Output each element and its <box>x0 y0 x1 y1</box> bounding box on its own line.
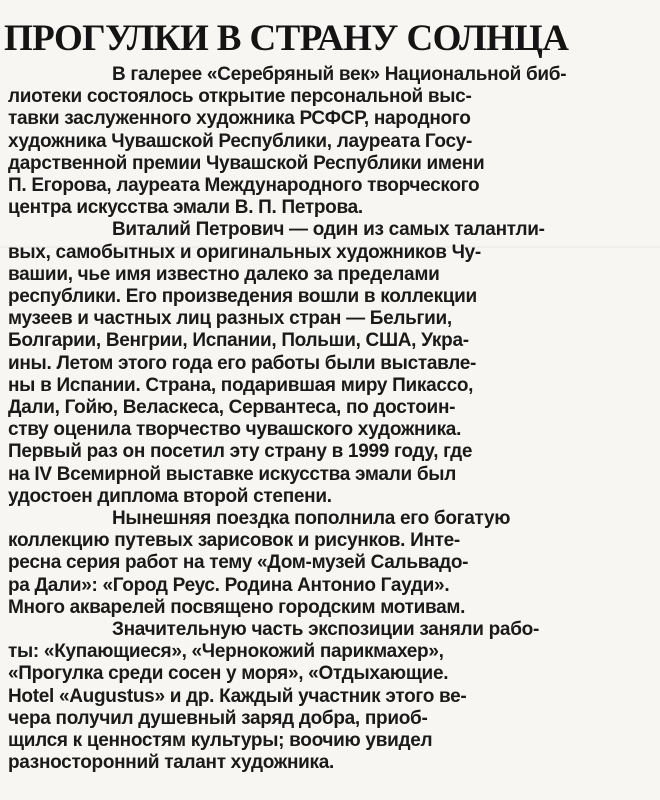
text-line: ны в Испании. Страна, подарившая миру Пикассо, <box>8 374 474 396</box>
text-line: П. Егорова, лауреата Международного творческого <box>8 175 480 197</box>
text-line: Виталий Петрович — один из самых талантли- <box>112 219 545 241</box>
article-paragraph-3 <box>8 508 652 619</box>
text-line: тавки заслуженного художника РСФСР, народного <box>8 108 471 130</box>
text-line: Дали, Гойю, Веласкеса, Сервантеса, по достоин- <box>8 397 456 419</box>
text-line: дарственной премии Чувашской Республики имени <box>8 152 485 174</box>
text-line: щился к ценностям культуры; воочию увидел <box>8 730 433 752</box>
text-line: вашии, чье имя известно далеко за пределами <box>8 263 440 285</box>
text-line: ты: «Купающиеся», «Чернокожий парикмахер», <box>8 641 444 663</box>
article-body <box>8 64 652 775</box>
text-line: чера получил душевный заряд добра, приоб- <box>8 707 428 729</box>
text-line: коллекцию путевых зарисовок и рисунков. Инте- <box>8 530 460 552</box>
text-line: художника Чувашской Республики, лауреата Госу- <box>8 130 473 152</box>
text-line: на IV Всемирной выставке искусства эмали был <box>8 463 456 485</box>
text-line: В галерее «Серебряный век» Национальной биб- <box>112 64 567 85</box>
article-headline: ПРОГУЛКИ В СТРАНУ СОЛНЦА <box>4 18 569 59</box>
text-line: разносторонний талант художника. <box>8 752 334 774</box>
text-line: «Прогулка среди сосен у моря», «Отдыхающие. <box>8 663 449 685</box>
text-line: Нынешняя поездка пополнила его богатую <box>112 508 511 530</box>
paper-fold-line <box>0 246 660 248</box>
text-line: лиотеки состоялось открытие персональной выс- <box>8 86 472 108</box>
text-line: музеев и частных лиц разных стран — Бельгии, <box>8 308 452 330</box>
text-line: Болгарии, Венгрии, Испании, Польши, США, Укра- <box>8 330 469 352</box>
text-line: Много акварелей посвящено городским мотивам. <box>8 596 466 618</box>
text-line: Первый раз он посетил эту страну в 1999 году, где <box>8 441 473 463</box>
article-paragraph-1 <box>8 64 652 219</box>
article-paragraph-2 <box>8 219 652 508</box>
article-paragraph-4 <box>8 619 652 774</box>
text-line: ра Дали»: «Город Реус. Родина Антонио Гауди». <box>8 574 450 596</box>
text-line: ины. Летом этого года его работы были выставле- <box>8 352 477 374</box>
text-line: республики. Его произведения вошли в коллекции <box>8 286 477 308</box>
text-line: удостоен диплома второй степени. <box>8 485 332 507</box>
text-line: ству оценила творчество чувашского художника. <box>8 419 462 441</box>
text-line: Значительную часть экспозиции заняли рабо- <box>112 619 539 641</box>
text-line: центра искусства эмали В. П. Петрова. <box>8 197 363 219</box>
text-line: вых, самобытных и оригинальных художников Чу- <box>8 241 481 263</box>
text-line: Hotel «Augustus» и др. Каждый участник этого ве- <box>8 685 467 707</box>
text-line: ресна серия работ на тему «Дом-музей Сальвадо- <box>8 552 469 574</box>
